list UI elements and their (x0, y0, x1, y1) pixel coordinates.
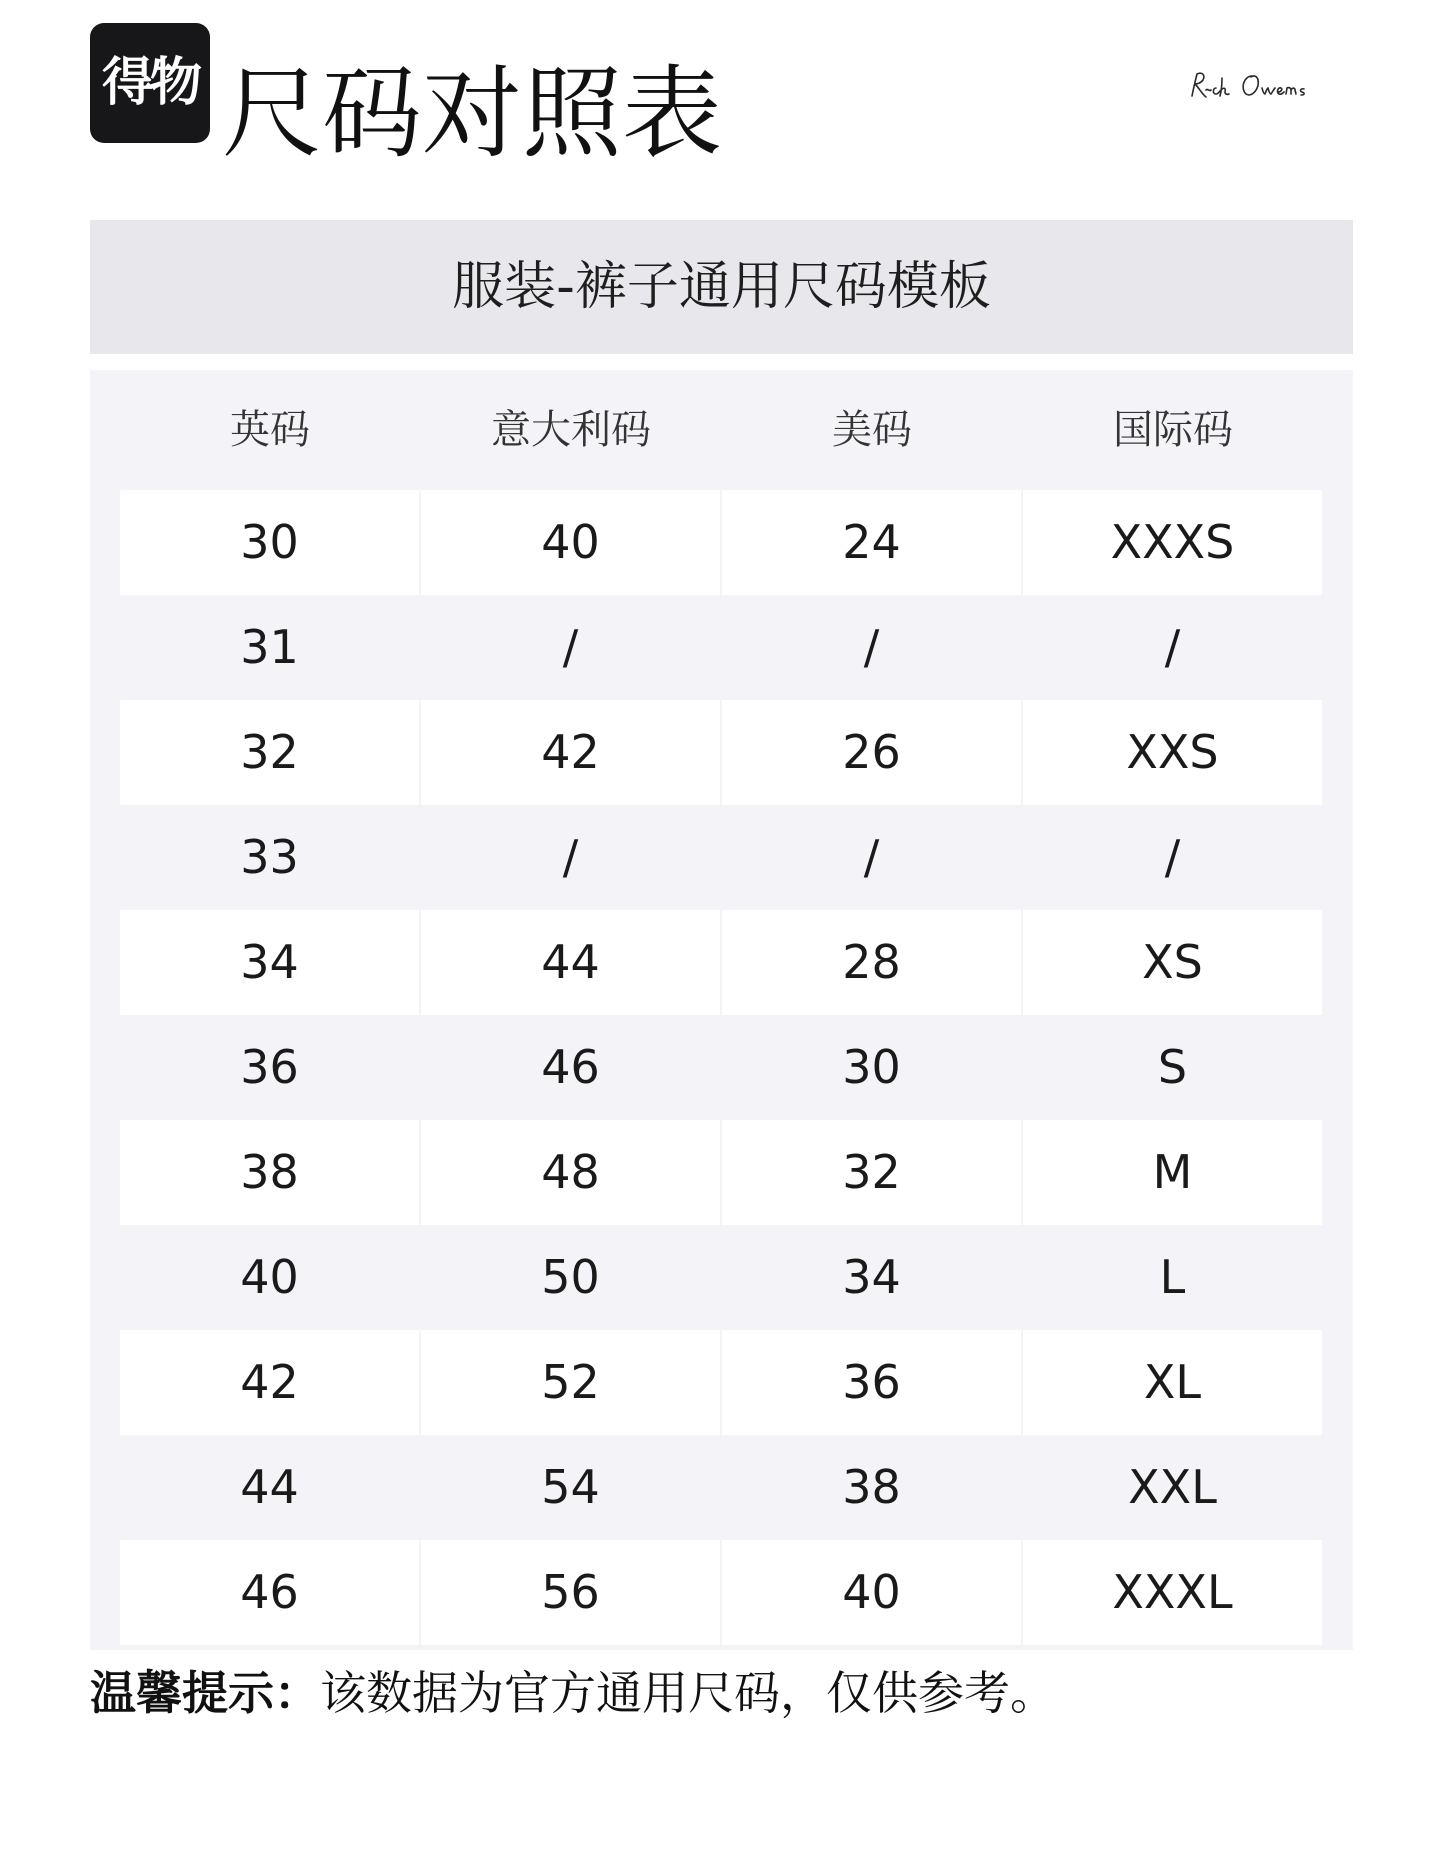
table-row (120, 805, 1321, 910)
table-cell: XL (1023, 1330, 1322, 1435)
table-header-row (120, 370, 1321, 490)
table-cell: / (1164, 620, 1181, 674)
table-cell: 24 (722, 490, 1021, 595)
size-table (90, 370, 1353, 1650)
table-cell: XS (1023, 910, 1322, 1015)
table-cell: 50 (541, 1250, 600, 1304)
table-cell: / (562, 620, 579, 674)
table-cell: 40 (722, 1540, 1021, 1645)
table-cell: XXL (1128, 1460, 1217, 1514)
table-row (120, 595, 1321, 700)
dewu-logo: 得物 (90, 23, 210, 143)
table-cell: / (562, 830, 579, 884)
table-cell: 36 (722, 1330, 1021, 1435)
table-cell: 28 (722, 910, 1021, 1015)
table-cell: 30 (120, 490, 419, 595)
table-cell: XXS (1023, 700, 1322, 805)
table-cell: 52 (421, 1330, 720, 1435)
table-cell: / (863, 620, 880, 674)
table-cell: S (1157, 1040, 1188, 1094)
table-cell: 38 (842, 1460, 901, 1514)
table-cell: 44 (240, 1460, 299, 1514)
template-title: 服装-裤子通用尺码模板 (90, 220, 1353, 354)
table-row (120, 700, 1321, 805)
table-cell: 33 (240, 830, 299, 884)
table-row (120, 1015, 1321, 1120)
header-us-size: 美码 (832, 407, 912, 453)
header-uk-size: 英码 (230, 407, 310, 453)
table-cell: 42 (120, 1330, 419, 1435)
footer-tip (90, 1658, 1056, 1728)
table-cell: L (1159, 1250, 1186, 1304)
table-cell: 54 (541, 1460, 600, 1514)
table-cell: 48 (421, 1120, 720, 1225)
table-cell: 44 (421, 910, 720, 1015)
table-cell: / (1164, 830, 1181, 884)
page-title: 尺码对照表 (222, 55, 722, 172)
table-body (120, 490, 1321, 1645)
table-row (120, 1330, 1321, 1435)
table-cell: 31 (240, 620, 299, 674)
table-cell: M (1023, 1120, 1322, 1225)
tip-label: 温馨提示： (90, 1666, 320, 1720)
table-cell: 34 (120, 910, 419, 1015)
table-cell: 32 (120, 700, 419, 805)
table-row (120, 1435, 1321, 1540)
table-cell: 30 (842, 1040, 901, 1094)
table-cell: 38 (120, 1120, 419, 1225)
table-row (120, 1540, 1321, 1645)
table-cell: XXXL (1023, 1540, 1322, 1645)
tip-text: 该数据为官方通用尺码，仅供参考。 (320, 1666, 1056, 1720)
header-italy-size: 意大利码 (491, 407, 651, 453)
table-row (120, 490, 1321, 595)
table-cell: 46 (120, 1540, 419, 1645)
table-cell: / (863, 830, 880, 884)
table-cell: 36 (240, 1040, 299, 1094)
table-row (120, 1120, 1321, 1225)
table-cell: 34 (842, 1250, 901, 1304)
table-cell: 40 (240, 1250, 299, 1304)
table-cell: 40 (421, 490, 720, 595)
table-cell: XXXS (1023, 490, 1322, 595)
table-cell: 42 (421, 700, 720, 805)
table-cell: 32 (722, 1120, 1021, 1225)
table-cell: 46 (541, 1040, 600, 1094)
table-row (120, 1225, 1321, 1330)
table-cell: 26 (722, 700, 1021, 805)
table-row (120, 910, 1321, 1015)
table-cell: 56 (421, 1540, 720, 1645)
brand-signature-logo (1188, 64, 1326, 112)
header-international-size: 国际码 (1113, 407, 1233, 453)
